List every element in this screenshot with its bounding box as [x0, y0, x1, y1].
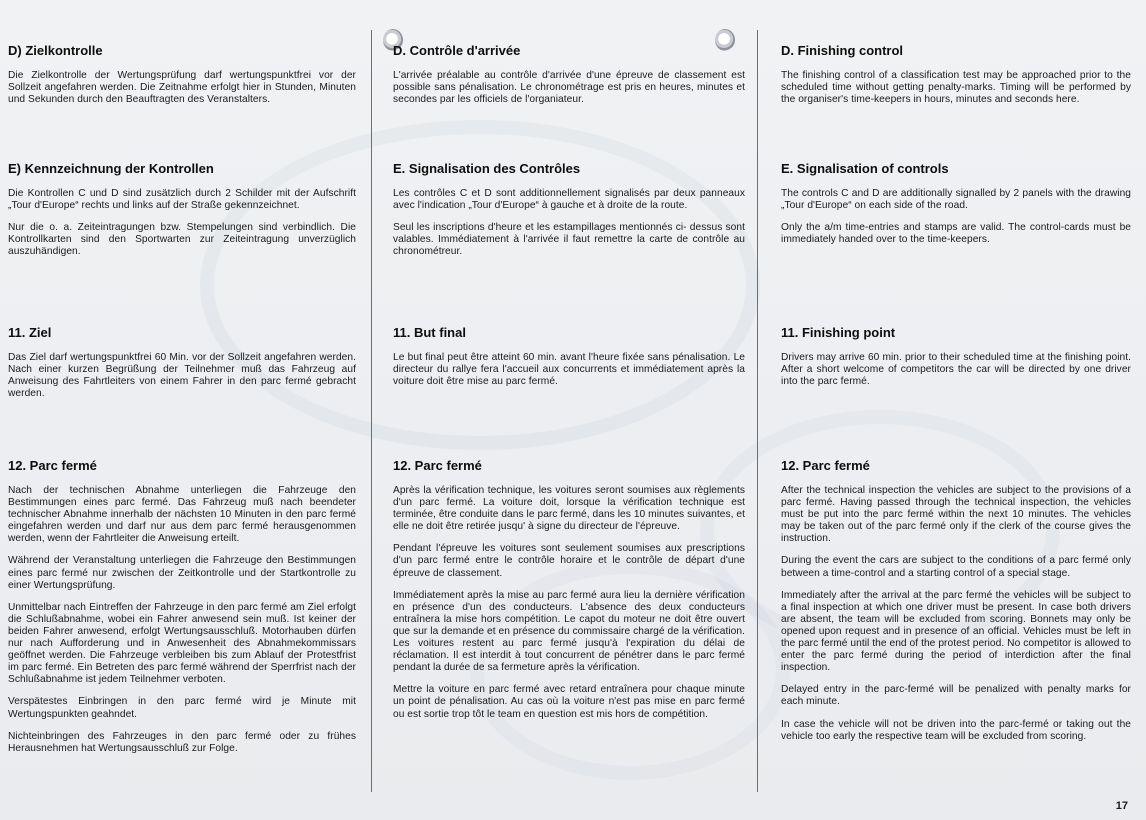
paragraph: The finishing control of a classification test may be approached prior to the scheduled time without getting penalty-marks. Timing will be performed by the organiser's time-keepers in hours, minutes and seconds here.: [781, 70, 1131, 106]
section-heading: E. Signalisation of controls: [781, 161, 949, 176]
section-but-final: [393, 325, 745, 388]
section-parc-ferme: [8, 458, 356, 755]
section-heading: E. Signalisation des Contrôles: [393, 161, 581, 176]
section-heading: 12. Parc fermé: [393, 458, 482, 473]
paragraph: Während der Veranstaltung unterliegen die Fahrzeuge den Bestimmungen eines parc fermé nur zwischen der Zeitkontrolle und der Startkontrolle zu einer Wertungsprüfung.: [8, 555, 356, 591]
section-heading: D) Zielkontrolle: [8, 43, 103, 58]
section-finishing-point: [781, 325, 1131, 388]
column-divider: [371, 30, 372, 792]
section-parc-ferme: [781, 458, 1131, 743]
paragraph: Immediately after the arrival at the parc fermé the vehicles will be subject to a final inspection at which one driver must be present. In case both drivers are absent, the team will be excluded from scoring. Bonnets may only be opened upon request and in presence of an official. Vehicles must be left in the parc fermé until the end of the protest period. No competitor is allowed to enter the parc fermé during the period of interdiction after the final inspection.: [781, 589, 1131, 674]
section-heading: 11. Finishing point: [781, 325, 896, 340]
section-heading: 11. But final: [393, 325, 466, 340]
paragraph: Drivers may arrive 60 min. prior to their scheduled time at the finishing point. After a short welcome of competitors the car will be directed by one driver into the parc fermé.: [781, 352, 1131, 388]
section-finishing-control: [781, 43, 1131, 106]
section-heading: 12. Parc fermé: [781, 458, 870, 473]
section-signalisation-controles: [393, 161, 745, 258]
paragraph: Delayed entry in the parc-fermé will be penalized with penalty marks for each minute.: [781, 684, 1131, 708]
paragraph: Das Ziel darf wertungspunktfrei 60 Min. vor der Sollzeit angefahren werden. Nach einer kurzen Begrüßung der Teilnehmer muß das Fahrzeug auf Anweisung des Fahrtleiters von einem Fahrer in den parc fermé gebracht werden.: [8, 352, 356, 400]
section-controle-arrivee: [393, 43, 745, 106]
paragraph: Immédiatement après la mise au parc fermé aura lieu la dernière vérification en présence d'un des conducteurs. L'absence des deux conducteurs entraînera la mise hors compétition. Le capot du moteur ne doit être ouvert que sur la demande et en présence du commissaire chargé de la vérification. Les voitures restent au parc fermé jusqu'à l'expiration du délai de réclamation. Il est interdit à tout concurrent de pénétrer dans le parc fermé pendant la durée de sa fermeture après la vérification.: [393, 589, 745, 674]
section-ziel: [8, 325, 356, 400]
paragraph: Die Zielkontrolle der Wertungsprüfung darf wertungspunktfrei vor der Sollzeit angefahren werden. Die Zeitnahme erfolgt hier in Stunden, Minuten und Sekunden durch den Beauftragten des Veranstalters.: [8, 70, 356, 106]
paragraph: In case the vehicle will not be driven into the parc-fermé or taking out the vehicle too early the respective team will be excluded from scoring.: [781, 718, 1131, 742]
paragraph: Unmittelbar nach Eintreffen der Fahrzeuge in den parc fermé am Ziel erfolgt die Schlußabnahme, wobei ein Fahrer anwesend sein muß. Ist keiner der beiden Fahrer anwesend, erfolgt Wertungsausschluß. Motorhauben dürfen nur nach Aufforderung und in Anwesenheit des Abnahmekommissars geöffnet werden. Die Fahrzeuge verbleiben bis zum Ablauf der Protestfrist im parc fermé. Ein Betreten des parc fermé während der Sperrfrist nach der Schlußabnahme ist jedem Teilnehmer verboten.: [8, 601, 356, 686]
paragraph: Pendant l'épreuve les voitures sont seulement soumises aux prescriptions d'un parc fermé entre le contrôle horaire et le contrôle de départ d'une épreuve de classement.: [393, 543, 745, 579]
section-heading: D. Finishing control: [781, 43, 904, 58]
paragraph: Die Kontrollen C und D sind zusätzlich durch 2 Schilder mit der Aufschrift „Tour d'Europe“ rechts und links auf der Straße gekennzeichnet.: [8, 188, 356, 212]
paragraph: Mettre la voiture en parc fermé avec retard entraînera pour chaque minute un point de pénalisation. Au cas où la voiture n'est pas mise en parc fermé ou est sortie trop tôt le team en question est mis hors de compétition.: [393, 684, 745, 720]
paragraph: Nichteinbringen des Fahrzeuges in den parc fermé oder zu frühes Herausnehmen hat Wertungsausschluß zur Folge.: [8, 730, 356, 754]
column-divider: [757, 30, 758, 792]
section-heading: E) Kennzeichnung der Kontrollen: [8, 161, 214, 176]
page-number: 17: [1115, 800, 1128, 812]
section-signalisation-controls: [781, 161, 1131, 246]
paragraph: After the technical inspection the vehicles are subject to the provisions of a parc fermé. Having passed through the technical inspection, the vehicles must be put into the parc fermé within the next 10 minutes. The vehicles may be taken out of the parc fermé only if the clerk of the course gives the instruction.: [781, 485, 1131, 545]
paragraph: Après la vérification technique, les voitures seront soumises aux règlements d'un parc fermé. La voiture doit, lorsque la vérification technique est terminée, être conduite dans le parc fermé, dans les 10 minutes suivantes, et elle ne doit être retirée jusqu' à signe du directeur de l'épreuve.: [393, 485, 745, 533]
paragraph: L'arrivée préalable au contrôle d'arrivée d'une épreuve de classement est possible sans pénalisation. Le chronométrage est pris en heures, minutes et secondes par les officiels de l'organiateur.: [393, 70, 745, 106]
paragraph: Les contrôles C et D sont additionnellement signalisés par deux panneaux avec l'indication „Tour d'Europe“ à gauche et à droite de la route.: [393, 188, 745, 212]
paragraph: The controls C and D are additionally signalled by 2 panels with the drawing „Tour d'Europe“ on each side of the road.: [781, 188, 1131, 212]
paragraph: Only the a/m time-entries and stamps are valid. The control-cards must be immediately handed over to the time-keepers.: [781, 222, 1131, 246]
section-kennzeichnung: [8, 161, 356, 258]
paragraph: Seul les inscriptions d'heure et les estampillages mentionnés ci- dessus sont valables. Immédiatement à l'arrivée il faut remettre la carte de contrôle au chronométreur.: [393, 222, 745, 258]
paragraph: Verspätestes Einbringen in den parc fermé wird je Minute mit Wertungspunkten geahndet.: [8, 696, 356, 720]
section-heading: 11. Ziel: [8, 325, 52, 340]
paragraph: During the event the cars are subject to the conditions of a parc fermé only between a time-control and a starting control of a special stage.: [781, 555, 1131, 579]
section-parc-ferme: [393, 458, 745, 721]
paragraph: Nur die o. a. Zeiteintragungen bzw. Stempelungen sind verbindlich. Die Kontrollkarten sind den Sportwarten zur Zeiteintragung unverzüglich auszuhändigen.: [8, 222, 356, 258]
paragraph: Nach der technischen Abnahme unterliegen die Fahrzeuge den Bestimmungen eines parc fermé. Das Fahrzeug muß nach beendeter technischer Abnahme innerhalb der nächsten 10 Minuten in den parc fermé eingefahren werden und darf nur aus dem parc fermé herausgenommen werden, wenn der Fahrtleiter die Anweisung erteilt.: [8, 485, 356, 545]
section-heading: D. Contrôle d'arrivée: [393, 43, 521, 58]
paragraph: Le but final peut être atteint 60 min. avant l'heure fixée sans pénalisation. Le directeur du rallye fera l'accueil aux concurrents et immédiatement après la voiture doit être mise au parc fermé.: [393, 352, 745, 388]
section-heading: 12. Parc fermé: [8, 458, 97, 473]
section-zielkontrolle: [8, 43, 356, 106]
